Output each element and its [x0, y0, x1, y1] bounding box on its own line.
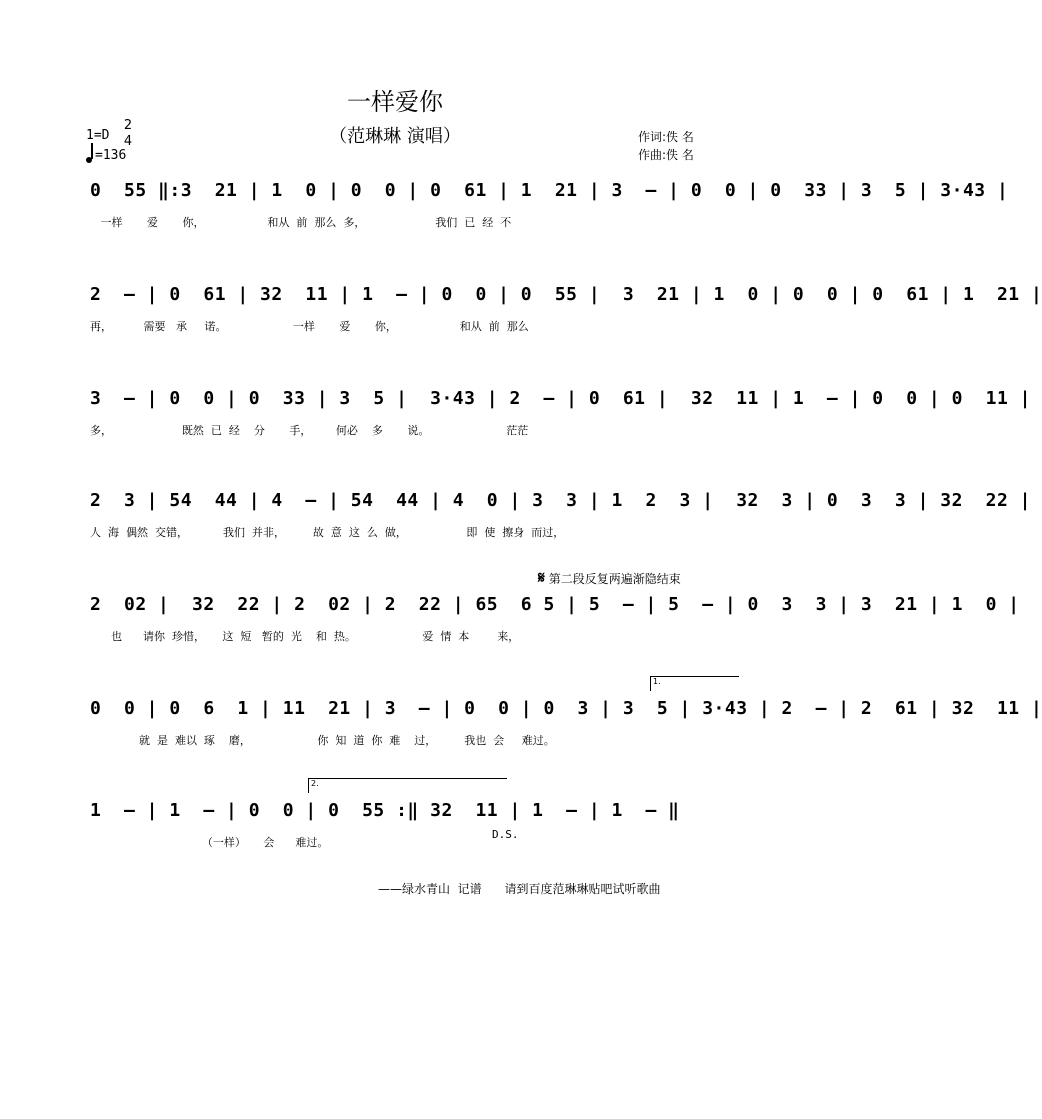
composer-credit: 作曲:佚 名	[638, 148, 694, 162]
time-bottom: 4	[123, 134, 133, 149]
time-signature	[122, 118, 134, 150]
footer-credit: ——绿水青山 记谱 请到百度范琳琳贴吧试听歌曲	[378, 882, 661, 896]
lyrics-line: 再， 需要 承 诺。 一样 爱 你， 和从 前 那么	[90, 320, 529, 333]
time-top: 2	[123, 118, 133, 133]
notes-line: 0 0 | 0 6 1 | 11 21 | 3 – | 0 0 | 0 3 | 3 5 | 3·43 | 2 – | 2 61 | 32 11 |	[90, 698, 1042, 719]
notes-line: 3 – | 0 0 | 0 33 | 3 5 | 3·43 | 2 – | 0 61 | 32 11 | 1 – | 0 0 | 0 11 |	[90, 388, 1031, 409]
quarter-note-icon	[86, 157, 92, 163]
segno-instruction: 第二段反复两遍渐隐结束	[548, 572, 681, 586]
page-subtitle: （范琳琳 演唱）	[329, 126, 461, 147]
notes-line: 2 – | 0 61 | 32 11 | 1 – | 0 0 | 0 55 | 3 21 | 1 0 | 0 0 | 0 61 | 1 21 |	[90, 284, 1042, 305]
lyrics-line: 多， 既然 已 经 分 手， 何必 多 说。 茫茫	[90, 424, 529, 437]
notes-line: 2 3 | 54 44 | 4 – | 54 44 | 4 0 | 3 3 | 1 2 3 | 32 3 | 0 3 3 | 32 22 |	[90, 490, 1031, 511]
segno-note	[538, 568, 681, 588]
ds-marking: D.S.	[492, 828, 519, 841]
lyrics-line: 就 是 难以 琢 磨， 你 知 道 你 难 过， 我也 会 难过。	[90, 734, 555, 747]
key-signature: 1=D	[86, 128, 110, 143]
lyrics-line: 一样 爱 你， 和从 前 那么 多， 我们 已 经 不	[90, 216, 512, 229]
notes-line: 0 55 ‖:3 21 | 1 0 | 0 0 | 0 61 | 1 21 | 3 – | 0 0 | 0 33 | 3 5 | 3·43 |	[90, 180, 1009, 201]
page-title: 一样爱你	[347, 88, 443, 116]
segno-icon: 𝄋	[538, 568, 545, 587]
lyrics-line: 也 请你 珍惜， 这 短 暂的 光 和 热。 爱 情 本 来，	[90, 630, 520, 643]
lyrics-line: 人 海 偶然 交错， 我们 并非， 故 意 这 么 做， 即 使 擦身 而过，	[90, 526, 565, 539]
volta-1-bracket	[650, 676, 739, 691]
notes-line: 1 – | 1 – | 0 0 | 0 55 :‖ 32 11 | 1 – | 1 – ‖	[90, 800, 680, 821]
volta-2-bracket	[308, 778, 507, 793]
lyrics-line: （一样） 会 难过。	[90, 836, 329, 849]
notes-line: 2 02 | 32 22 | 2 02 | 2 22 | 65 6 5 | 5 – | 5 – | 0 3 3 | 3 21 | 1 0 |	[90, 594, 1020, 615]
lyricist-credit: 作词:佚 名	[638, 130, 694, 144]
tempo-marking	[86, 148, 126, 163]
volta-2-label: 2.	[311, 779, 319, 788]
volta-1-label: 1.	[653, 677, 661, 686]
tempo-value: =136	[95, 148, 127, 163]
